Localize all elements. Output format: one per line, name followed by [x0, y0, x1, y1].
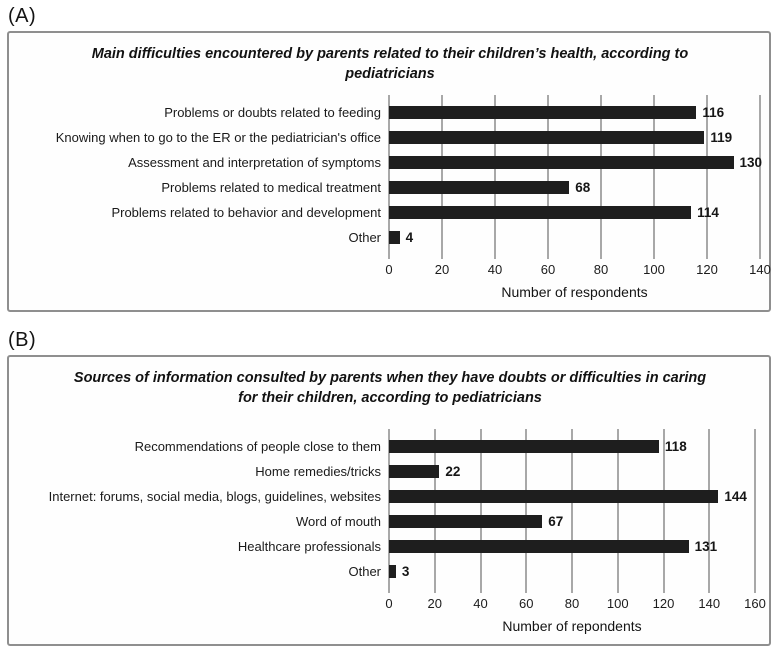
bar-row: [389, 225, 760, 250]
chart-a-x-axis-label: Number of respondents: [501, 284, 648, 300]
category-label: Internet: forums, social media, blogs, guidelines, websites: [48, 489, 381, 504]
x-tick-label: 20: [434, 262, 450, 277]
x-tick-label: 120: [652, 596, 675, 611]
chart-a-x-ticks: [385, 262, 771, 279]
bar: [389, 206, 691, 219]
x-tick-label: 0: [385, 596, 393, 611]
bar-row: [389, 100, 760, 125]
bar: [389, 515, 542, 528]
chart-b-bars: [389, 434, 755, 584]
x-tick-label: 160: [744, 596, 766, 611]
bar: [389, 131, 704, 144]
category-label: Other: [348, 230, 381, 245]
x-tick-label: 40: [473, 596, 488, 611]
value-label: 131: [694, 539, 718, 554]
bar-row: [389, 175, 760, 200]
value-label: 130: [739, 155, 763, 170]
chart-b-plot-wrap: [385, 429, 766, 634]
chart-a-title: Main difficulties encountered by parents related to their children’s health, according to pediatricians: [91, 46, 689, 82]
panel-b-tag: (B): [8, 329, 37, 351]
chart-b-x-ticks: [385, 596, 766, 613]
bar-row: [389, 534, 755, 559]
bar-row: [389, 559, 755, 584]
value-label: 3: [401, 564, 410, 579]
x-tick-label: 60: [540, 262, 556, 277]
category-label: Healthcare professionals: [237, 539, 381, 554]
category-label: Word of mouth: [295, 514, 381, 529]
chart-a-plot-area: [389, 95, 763, 259]
value-label: 118: [664, 439, 687, 454]
x-tick-label: 40: [487, 262, 503, 277]
bar: [389, 565, 396, 578]
chart-b-title: Sources of information consulted by parents when they have doubts or difficulties in caring for their children, according to pediatricians: [73, 370, 707, 406]
value-label: 68: [575, 180, 591, 195]
value-label: 144: [724, 489, 747, 504]
value-label: 4: [405, 230, 414, 245]
bar-row: [389, 150, 763, 175]
bar: [389, 231, 400, 244]
value-label: 116: [702, 105, 725, 120]
value-label: 119: [710, 130, 733, 145]
x-tick-label: 120: [696, 262, 718, 277]
category-label: Other: [348, 564, 381, 579]
category-label: Problems related to medical treatment: [161, 180, 381, 195]
chart-b-category-labels: [19, 429, 381, 584]
bar: [389, 156, 734, 169]
value-label: 67: [548, 514, 564, 529]
category-label: Problems or doubts related to feeding: [164, 105, 381, 120]
chart-b-plot-area: [389, 429, 755, 593]
bar-row: [389, 200, 760, 225]
bar-row: [389, 125, 760, 150]
x-tick-label: 60: [519, 596, 534, 611]
bar: [389, 106, 696, 119]
chart-a-plot-wrap: [385, 95, 771, 300]
panel-a: [0, 5, 777, 312]
chart-a: [19, 95, 771, 300]
x-tick-label: 140: [698, 596, 721, 611]
panel-b: [0, 329, 777, 646]
x-tick-label: 80: [593, 262, 609, 277]
category-label: Recommendations of people close to them: [134, 439, 381, 454]
chart-b: [19, 429, 766, 634]
panel-b-box: [7, 355, 771, 646]
chart-a-category-labels: [19, 95, 381, 250]
category-label: Problems related to behavior and development: [111, 205, 381, 220]
panel-a-box: [7, 31, 771, 312]
category-label: Knowing when to go to the ER or the pediatrician's office: [55, 130, 381, 145]
x-tick-label: 0: [385, 262, 393, 277]
x-tick-label: 80: [564, 596, 580, 611]
value-label: 114: [697, 205, 719, 220]
bar: [389, 540, 689, 553]
bar: [389, 490, 718, 503]
bar-row: [389, 434, 755, 459]
panel-a-tag: (A): [8, 5, 37, 27]
bar: [389, 465, 439, 478]
x-tick-label: 100: [643, 262, 665, 277]
chart-b-x-axis-label: Number of repondents: [502, 618, 642, 634]
bar: [389, 440, 659, 453]
category-label: Home remedies/tricks: [255, 464, 381, 479]
x-tick-label: 140: [749, 262, 771, 277]
value-label: 22: [445, 464, 461, 479]
x-tick-label: 100: [606, 596, 629, 611]
chart-a-bars: [389, 100, 763, 250]
bar-row: [389, 509, 755, 534]
category-label: Assessment and interpretation of symptoms: [128, 155, 381, 170]
bar-row: [389, 484, 755, 509]
bar-row: [389, 459, 755, 484]
x-tick-label: 20: [427, 596, 442, 611]
bar: [389, 181, 569, 194]
